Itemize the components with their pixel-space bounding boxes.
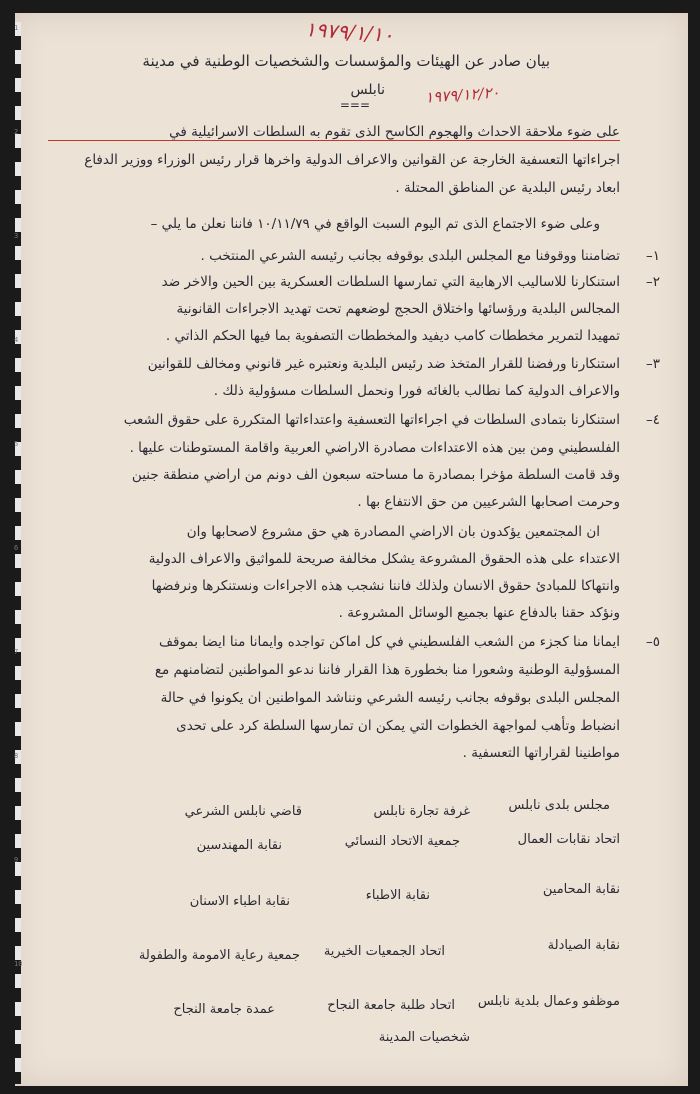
item-line: المجالس البلدية ورؤسائها واختلاق الحجج لوضعهم تحت تهديد الاجراءات القانونية	[176, 301, 620, 317]
item-line: والاعراف الدولية كما نطالب بالغائه فورا ونحمل السلطات مسؤولية ذلك .	[213, 383, 620, 399]
item-line: استنكارنا بتمادى السلطات في اجراءاتها التعسفية واعتداءاتها المتكررة على حقوق الشعب	[123, 412, 620, 428]
scale-label: 1	[14, 24, 19, 32]
item-line: تضامننا ووقوفنا مع المجلس البلدى بوقوفه بجانب رئيسه الشرعي المنتخب .	[200, 248, 620, 264]
intro-line: على ضوء ملاحقة الاحداث والهجوم الكاسح الذى تقوم به السلطات الاسرائيلية في	[48, 124, 620, 141]
scale-label: 10	[14, 960, 23, 968]
item-number: ٢–	[645, 274, 660, 290]
item-line: مواطنينا لقراراتها التعسفية .	[462, 745, 620, 761]
item-line: الاعتداء على هذه الحقوق المشروعة يشكل مخالفة صريحة للمواثيق والاعراف الدولية	[148, 551, 620, 567]
item-line: وحرمت اصحابها الشرعيين من حق الانتفاع بها .	[357, 494, 620, 510]
item-line: ايمانا منا كجزء من الشعب الفلسطيني في كل اماكن تواجده وايمانا منا ايضا بموقف	[159, 634, 620, 650]
signatory: نقابة الصيادلة	[547, 938, 620, 953]
signatory: شخصيات المدينة	[378, 1030, 470, 1045]
signatory: نقابة الاطباء	[365, 888, 430, 903]
item-number: ٣–	[645, 356, 660, 372]
scale-label: 5	[14, 440, 19, 448]
intro-line: ابعاد رئيس البلدية عن المناطق المحتلة .	[395, 180, 620, 196]
signatory: عمدة جامعة النجاح	[173, 1002, 275, 1017]
scale-label: 3	[14, 232, 19, 240]
title-separator: ===	[339, 98, 370, 112]
item-number: ٥–	[645, 634, 660, 650]
item-line: وقد قامت السلطة مؤخرا بمصادرة ما مساحته سبعون الف دونم من اراضي منطقة جنين	[131, 467, 620, 483]
item-line: ونؤكد حقنا بالدفاع عنها بجميع الوسائل المشروعة .	[338, 605, 620, 621]
item-line: وانتهاكا للمبادئ حقوق الانسان ولذلك فاننا نشجب هذه الاجراءات ونستنكرها ونرفضها	[151, 578, 620, 594]
item-line: استنكارنا للاساليب الارهابية التي تمارسها السلطات العسكرية بين الحين والاخر ضد	[161, 274, 620, 290]
handwritten-date-top: ١٩٧٩/١/١٠	[304, 16, 395, 48]
signatory: قاضي نابلس الشرعي	[184, 804, 302, 819]
signatory: اتحاد نقابات العمال	[517, 832, 620, 847]
item-line: استنكارنا ورفضنا للقرار المتخذ ضد رئيس البلدية ونعتبره غير قانوني ومخالف للقوانين	[147, 356, 620, 372]
signatory: نقابة المهندسين	[196, 838, 282, 853]
signatory: جمعية رعاية الامومة والطفولة	[138, 948, 300, 963]
item-number: ٤–	[645, 412, 660, 428]
scale-label: 4	[14, 336, 19, 344]
signatory: مجلس بلدى نابلس	[508, 798, 610, 813]
signatory: نقابة اطباء الاسنان	[189, 894, 290, 909]
signatory: نقابة المحامين	[542, 882, 620, 897]
signatory: غرفة تجارة نابلس	[373, 804, 470, 819]
item-number: ١–	[645, 248, 660, 264]
scale-label: 9	[14, 856, 19, 864]
item-line: المسؤولية الوطنية وشعورا منا بخطورة هذا القرار فاننا ندعو المواطنين لتضامنهم مع	[154, 662, 620, 678]
signatory: جمعية الاتحاد النسائي	[344, 834, 460, 849]
item-line: ان المجتمعين يؤكدون بان الاراضي المصادرة هي حق مشروع لاصحابها وان	[186, 524, 600, 540]
signatory: اتحاد الجمعيات الخيرية	[323, 944, 445, 959]
scale-label: 2	[14, 128, 19, 136]
page-title: بيان صادر عن الهيئات والمؤسسات والشخصيات الوطنية في مدينة	[142, 52, 550, 70]
signatory: موظفو وعمال بلدية نابلس	[477, 994, 620, 1009]
intro-line: اجراءاتها التعسفية الخارجة عن القوانين والاعراف الدولية واخرها قرار رئيس الوزراء ووزير الدفاع	[84, 152, 620, 168]
page-title-city: نابلس	[350, 82, 385, 98]
scale-label: 7	[14, 648, 19, 656]
scale-label: 6	[14, 544, 19, 552]
scale-label: 8	[14, 752, 19, 760]
handwritten-date-side: ١٩٧٩/١٢/٢٠	[424, 83, 501, 107]
meeting-statement: وعلى ضوء الاجتماع الذى تم اليوم السبت الواقع في ١٠/١١/٧٩ فاننا نعلن ما يلي –	[150, 216, 600, 232]
signatory: اتحاد طلبة جامعة النجاح	[327, 998, 455, 1013]
item-line: انضباط وتأهب لمواجهة الخطوات التي يمكن ان تمارسها السلطة كرد على تحدى	[176, 718, 620, 734]
item-line: المجلس البلدى بوقوفه بجانب رئيسه الشرعي ونناشد المواطنين ان يكونوا في حالة	[160, 690, 620, 706]
item-line: الفلسطيني ومن بين هذه الاعتداءات مصادرة الاراضي العربية واقامة المستوطنات عليها .	[129, 440, 620, 456]
item-line: تمهيدا لتمرير مخططات كامب ديفيد والمخططات التصفوية بما فيها الحكم الذاتي .	[165, 328, 620, 344]
